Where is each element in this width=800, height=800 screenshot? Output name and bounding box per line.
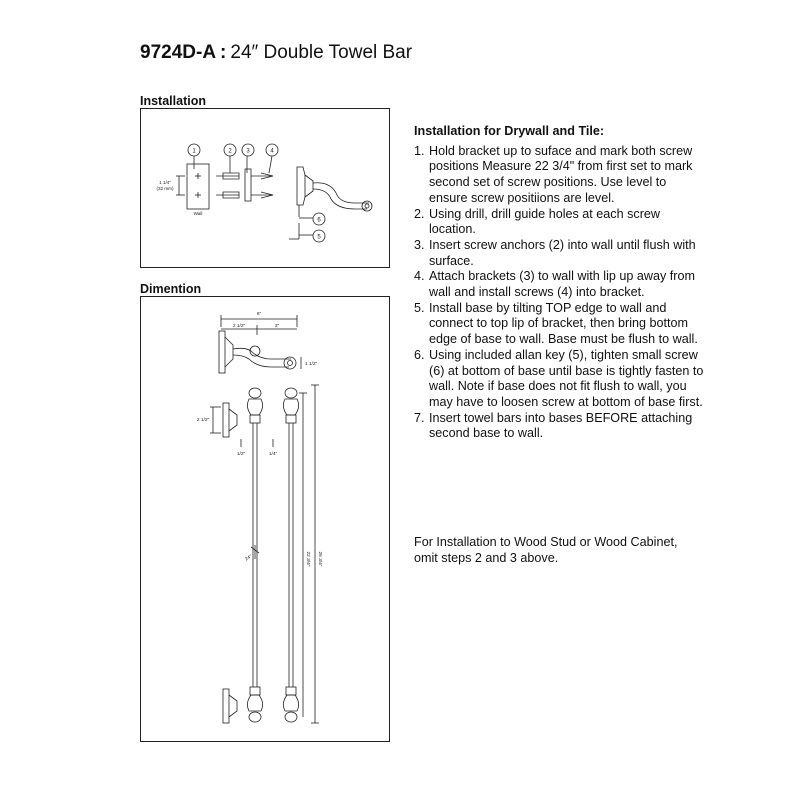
step-number: 4. xyxy=(414,269,425,284)
model-number: 9724D-A xyxy=(140,42,217,63)
spacing-label-mm: (32 mm) xyxy=(156,186,174,191)
dim-length-b: 26 3/4" xyxy=(317,551,322,567)
list-item xyxy=(414,301,704,348)
list-item xyxy=(414,269,704,300)
step-number: 1. xyxy=(414,143,425,158)
step-text: Using included allan key (5), tighten small screw (6) at bottom of base until base is tightly fasten to wall. Note if base does not fit flush to wall, you may have to loosen screw at bottom of base first. xyxy=(429,347,704,409)
dimension-drawing xyxy=(141,297,388,740)
step-text: Insert screw anchors (2) into wall until flush with surface. xyxy=(429,237,696,268)
list-item xyxy=(414,348,704,411)
step-number: 7. xyxy=(414,410,425,425)
list-item xyxy=(414,144,704,207)
dim-depth-b: 3" xyxy=(274,324,280,329)
list-item xyxy=(414,207,704,238)
dimension-label: Dimention xyxy=(140,282,202,296)
callout-1: 1 xyxy=(192,148,196,155)
dim-height-a: 1 1/2" xyxy=(304,362,318,367)
dim-offset-a: 1/2" xyxy=(236,452,246,457)
installation-drawing xyxy=(141,109,388,266)
page-title xyxy=(140,42,412,64)
wall-shape xyxy=(187,164,209,209)
callout-5: 5 xyxy=(317,234,321,241)
dim-bar-mark: 24" xyxy=(244,554,254,563)
step-text: Hold bracket up to suface and mark both screw positions Measure 22 3/4" from first set to mark second set of screw positions. Use level to ensure screw positiions are level. xyxy=(429,143,693,205)
step-number: 6. xyxy=(414,347,425,362)
dim-depth-a: 2 1/2" xyxy=(232,324,246,329)
wood-stud-note: For Installation to Wood Stud or Wood Cabinet, omit steps 2 and 3 above. xyxy=(414,535,678,565)
step-text: Attach brackets (3) to wall with lip up away from wall and install screws (4) into bracket. xyxy=(429,269,695,300)
title-separator: : xyxy=(220,42,227,63)
step-number: 2. xyxy=(414,206,425,221)
step-text: Install base by tilting TOP edge to wall and connect to top lip of bracket, then bring bottom edge of base to wall. Base must be flush to wall. xyxy=(429,300,698,347)
installation-diagram xyxy=(140,108,390,268)
step-text: Insert towel bars into bases BEFORE attaching second base to wall. xyxy=(429,410,693,441)
instructions-steps xyxy=(414,144,704,442)
step-number: 3. xyxy=(414,237,425,252)
list-item xyxy=(414,238,704,269)
step-text: Using drill, drill guide holes at each screw location. xyxy=(429,206,660,237)
step-number: 5. xyxy=(414,300,425,315)
list-item xyxy=(414,411,704,442)
instructions-panel xyxy=(414,124,704,442)
callout-3: 3 xyxy=(246,148,250,155)
dim-width-total: 6" xyxy=(256,312,262,317)
instructions-title: Installation for Drywall and Tile: xyxy=(414,124,605,138)
dim-base-height: 2 1/2" xyxy=(196,418,210,423)
callout-4: 4 xyxy=(270,148,274,155)
installation-label: Installation xyxy=(140,94,206,108)
wall-label: Wall xyxy=(193,211,203,216)
spacing-label: 1 1/4" xyxy=(159,180,171,185)
dim-length-a: 22 3/4" xyxy=(305,551,310,567)
callout-2: 2 xyxy=(228,148,232,155)
callout-6: 6 xyxy=(317,217,321,224)
dimension-diagram xyxy=(140,296,390,742)
product-name: 24″ Double Towel Bar xyxy=(230,42,413,63)
dim-offset-b: 1/4" xyxy=(268,452,278,457)
